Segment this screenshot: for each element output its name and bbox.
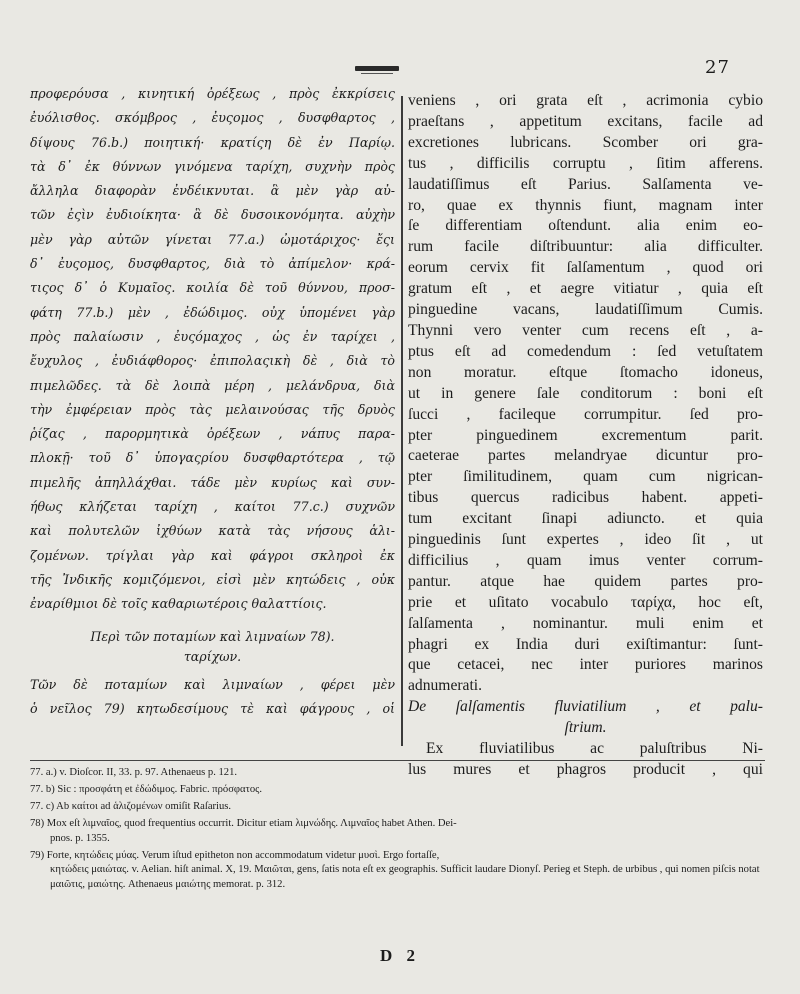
latin-line: lus mures et phagros producit , qui xyxy=(408,761,763,778)
greek-section-heading: Περὶ τῶν ποταμίων καὶ λιμναίων 78). xyxy=(90,628,335,644)
greek-line: φάτη 77.b.) μὲν , ἐδώδιμος. οὐχ ὑπομένει γὰρ xyxy=(30,304,395,320)
greek-line: δίψους 76.b.) ποιητική· κρατίςη δὲ ἐν Παρίῳ. xyxy=(30,134,395,150)
greek-line: τιςος δ᾽ ὁ Κυμαῖος. κοιλία δὲ τοῦ θύννου, προσ- xyxy=(30,280,395,296)
latin-line: tibus quercus radicibus habent. appeti- xyxy=(408,489,763,507)
footnotes xyxy=(30,766,765,895)
latin-section-heading: De ſalſamentis fluviatilium , et palu- xyxy=(408,698,763,716)
greek-line: πρὸς παλαίωσιν , ἐυςόμαχος , ὡς ἐν ταρίχει , xyxy=(30,328,395,344)
latin-line: pter pinguedinem excrementum parit. xyxy=(408,426,763,444)
latin-line: laudatiſſimus eſt Parius. Salſamenta ve- xyxy=(408,175,763,193)
footnote xyxy=(30,817,765,846)
footnote-text: 79) Forte, κητώδεις μύας. Verum iſtud epitheton non accommodatum videtur μυσὶ. Ergo fortaſſe, xyxy=(30,849,440,861)
greek-line: ήθως κλήζεται ταρίχη , καίτοι 77.c.) συχνῶν xyxy=(30,499,395,515)
footnote xyxy=(30,800,765,815)
footnote-continuation: pnos. p. 1355. xyxy=(50,832,110,844)
latin-line: pantur. atque hae quidem partes pro- xyxy=(408,572,763,590)
latin-line: non moratur. eſtque ſtomacho idoneus, xyxy=(408,363,763,381)
latin-line: ro, quae ex thynnis fiunt, magnam inter xyxy=(408,196,763,214)
greek-line: καὶ πολυτελῶν ἰχθύων κατὰ τὰς νήσους ἁλι- xyxy=(30,523,395,539)
page-number: 27 xyxy=(705,57,730,78)
greek-line: τῶν ἐςὶν ἐυδιοίκητα· ἃ δὲ δυσοικονόμητα. αὐχὴν xyxy=(30,207,395,223)
latin-line: ptus eſt ad comedendum : ſed vetuſtatem xyxy=(408,342,763,360)
latin-line: rum facile diſtribuuntur: alia difficulter. xyxy=(408,238,763,256)
greek-line: πλοκῇ· τοῦ δ᾽ ὑπογαςρίου δυσφθαρτότερα , τῷ xyxy=(30,450,395,466)
greek-line: πιμελῶδες. τὰ δὲ λοιπὰ μέρη , μελάνδρυα, διὰ xyxy=(30,377,395,393)
latin-line: ſalſamenta , nominantur. muli enim et xyxy=(408,614,763,632)
latin-text-column xyxy=(408,91,763,781)
latin-line: pinguedinis ſunt expertes , ideo ſit , ut xyxy=(408,531,763,549)
greek-line: Τῶν δὲ ποταμίων καὶ λιμναίων , φέρει μὲν xyxy=(30,676,395,692)
greek-text-column xyxy=(30,82,395,721)
greek-line: τὴν ἐμφέρειαν πρὸς τὰς μελαινούσας τῆς δρυὸς xyxy=(30,401,395,417)
latin-line: ut in genere ſale conditorum : boni eſt xyxy=(408,384,763,402)
greek-line: μὲν γὰρ αὐτῶν γίνεται 77.a.) ὠμοτάριχος· ἔςι xyxy=(30,231,395,247)
greek-line: ἔυχυλος , ἐυδιάφθορος· ἐπιπολαςικὴ δὲ , διὰ τὸ xyxy=(30,353,395,369)
footnote-text: 78) Mox eſt λιμναῖος, quod frequentius occurrit. Dicitur etiam λιμνώδης. Λιμναῖος habet Athen. Dei- xyxy=(30,817,457,829)
latin-line: eorum cervix fit ſalſamentum , quod ori xyxy=(408,259,763,277)
footnote-continuation: κητώδεις μαιώτας. v. Aelian. hiſt animal. X, 19. Μαιῶται, gens, ſatis nota eſt ex geographis. Sufficit laudare Dionyſ. Perieg et Steph. de urbibus , qui nomen piſcis notat μαιῶτις, μαιώτης. Athenaeus μαιώτης memorat. p. 312. xyxy=(50,864,760,890)
greek-line: ἐυόλισθος. σκόμβρος , ἐυςομος , δυσφθαρτος , xyxy=(30,110,395,126)
greek-line: δ᾽ ἐυςομος, δυσφθαρτος, διὰ τὸ ἀπίμελον· κρά- xyxy=(30,256,395,272)
latin-line: Thynni vero venter cum recens eſt , a- xyxy=(408,321,763,339)
greek-line: τῆς Ἰνδικῆς κομιζόμενοι, εἰσὶ μὲν κητώδεις , οὐκ xyxy=(30,571,395,587)
latin-line: difficilius , quam imus venter corrum- xyxy=(408,551,763,569)
latin-line: Ex fluviatilibus ac paluſtribus Ni- xyxy=(426,740,763,758)
footnote-text: 77. c) Ab καίτοι ad ἁλιζομένων omiſit Raſarius. xyxy=(30,800,232,812)
latin-line: ſe differentiam oſtendunt. alia enim eo- xyxy=(408,217,763,235)
latin-line: veniens , ori grata eſt , acrimonia cybio xyxy=(408,92,763,109)
footnote-text: 77. a.) v. Dioſcor. II, 33. p. 97. Athenaeus p. 121. xyxy=(30,767,238,778)
greek-section-heading-cont: ταρίχων. xyxy=(183,648,242,664)
signature-mark: D 2 xyxy=(380,946,421,965)
greek-line: προφερόυσα , κινητική ὀρέξεως , πρὸς ἐκκρίσεις xyxy=(30,86,395,101)
latin-line: pinguedine vacans, laudatiſſimum Cumis. xyxy=(408,301,763,319)
header-ornament-rule xyxy=(355,66,399,71)
latin-line: tum excitant ſinapi adiuncto. et quia xyxy=(408,510,763,528)
greek-line: ὁ νεῖλος 79) κητωδεσίμους τὲ καὶ φάγρους , οἱ xyxy=(30,700,395,716)
latin-line: gratum eſt , et aegre vitiatur , quia eſt xyxy=(408,280,763,298)
latin-line: phagri ex India duri exiſtimantur: ſunt- xyxy=(408,635,763,653)
footnote xyxy=(30,766,765,781)
latin-line: caeterae partes melandryae dicuntur pro- xyxy=(408,447,763,465)
latin-line: tus , difficilis corruptu , ſitim afferens. xyxy=(408,154,763,172)
greek-line: ἐναρίθμιοι δὲ τοῖς καθαριωτέροις θαλαττίοις. xyxy=(30,596,327,612)
latin-line: ſucci , facileque corrumpitur. ſed pro- xyxy=(408,405,763,423)
greek-line: τὰ δ᾽ ἐκ θύννων γινόμενα ταρίχη, συχνὴν πρὸς xyxy=(30,158,395,174)
latin-line: adnumerati. xyxy=(408,677,483,695)
footnote-rule xyxy=(30,760,765,761)
footnote xyxy=(30,783,765,798)
latin-line: excretiones lubricans. Scomber ori gra- xyxy=(408,133,763,151)
latin-line: prie et uſitato vocabulo ταρίχα, hoc eſt, xyxy=(408,593,763,611)
footnote-text: 77. b) Sic : προσφάτη et ἐδώδιμος. Fabric. πρόσφατος. xyxy=(30,783,262,795)
footnote xyxy=(30,849,765,893)
latin-line: praeſtans , appetitum excitans, facile ad xyxy=(408,112,763,130)
latin-line: pter ſimilitudinem, quam cum nigrican- xyxy=(408,468,763,486)
latin-line: que cetacei, nec inter puriores marinos xyxy=(408,656,763,674)
greek-line: ῥίζας , παρορμητικὰ ὀρέξεων , νάπυς παρα- xyxy=(30,426,395,442)
latin-section-heading-cont: ſtrium. xyxy=(564,719,607,737)
greek-line: ἄλληλα διαφορὰν ἐνδέικνυται. ἃ μὲν γὰρ αὐ- xyxy=(30,183,395,199)
greek-line: πιμελῆς ἀπηλλάχθαι. τάδε μὲν κυρίως καὶ συν- xyxy=(30,474,395,490)
column-divider xyxy=(401,96,403,746)
greek-line: ζομένων. τρίγλαι γὰρ καὶ φάγροι σκληροὶ ἐκ xyxy=(30,547,395,563)
